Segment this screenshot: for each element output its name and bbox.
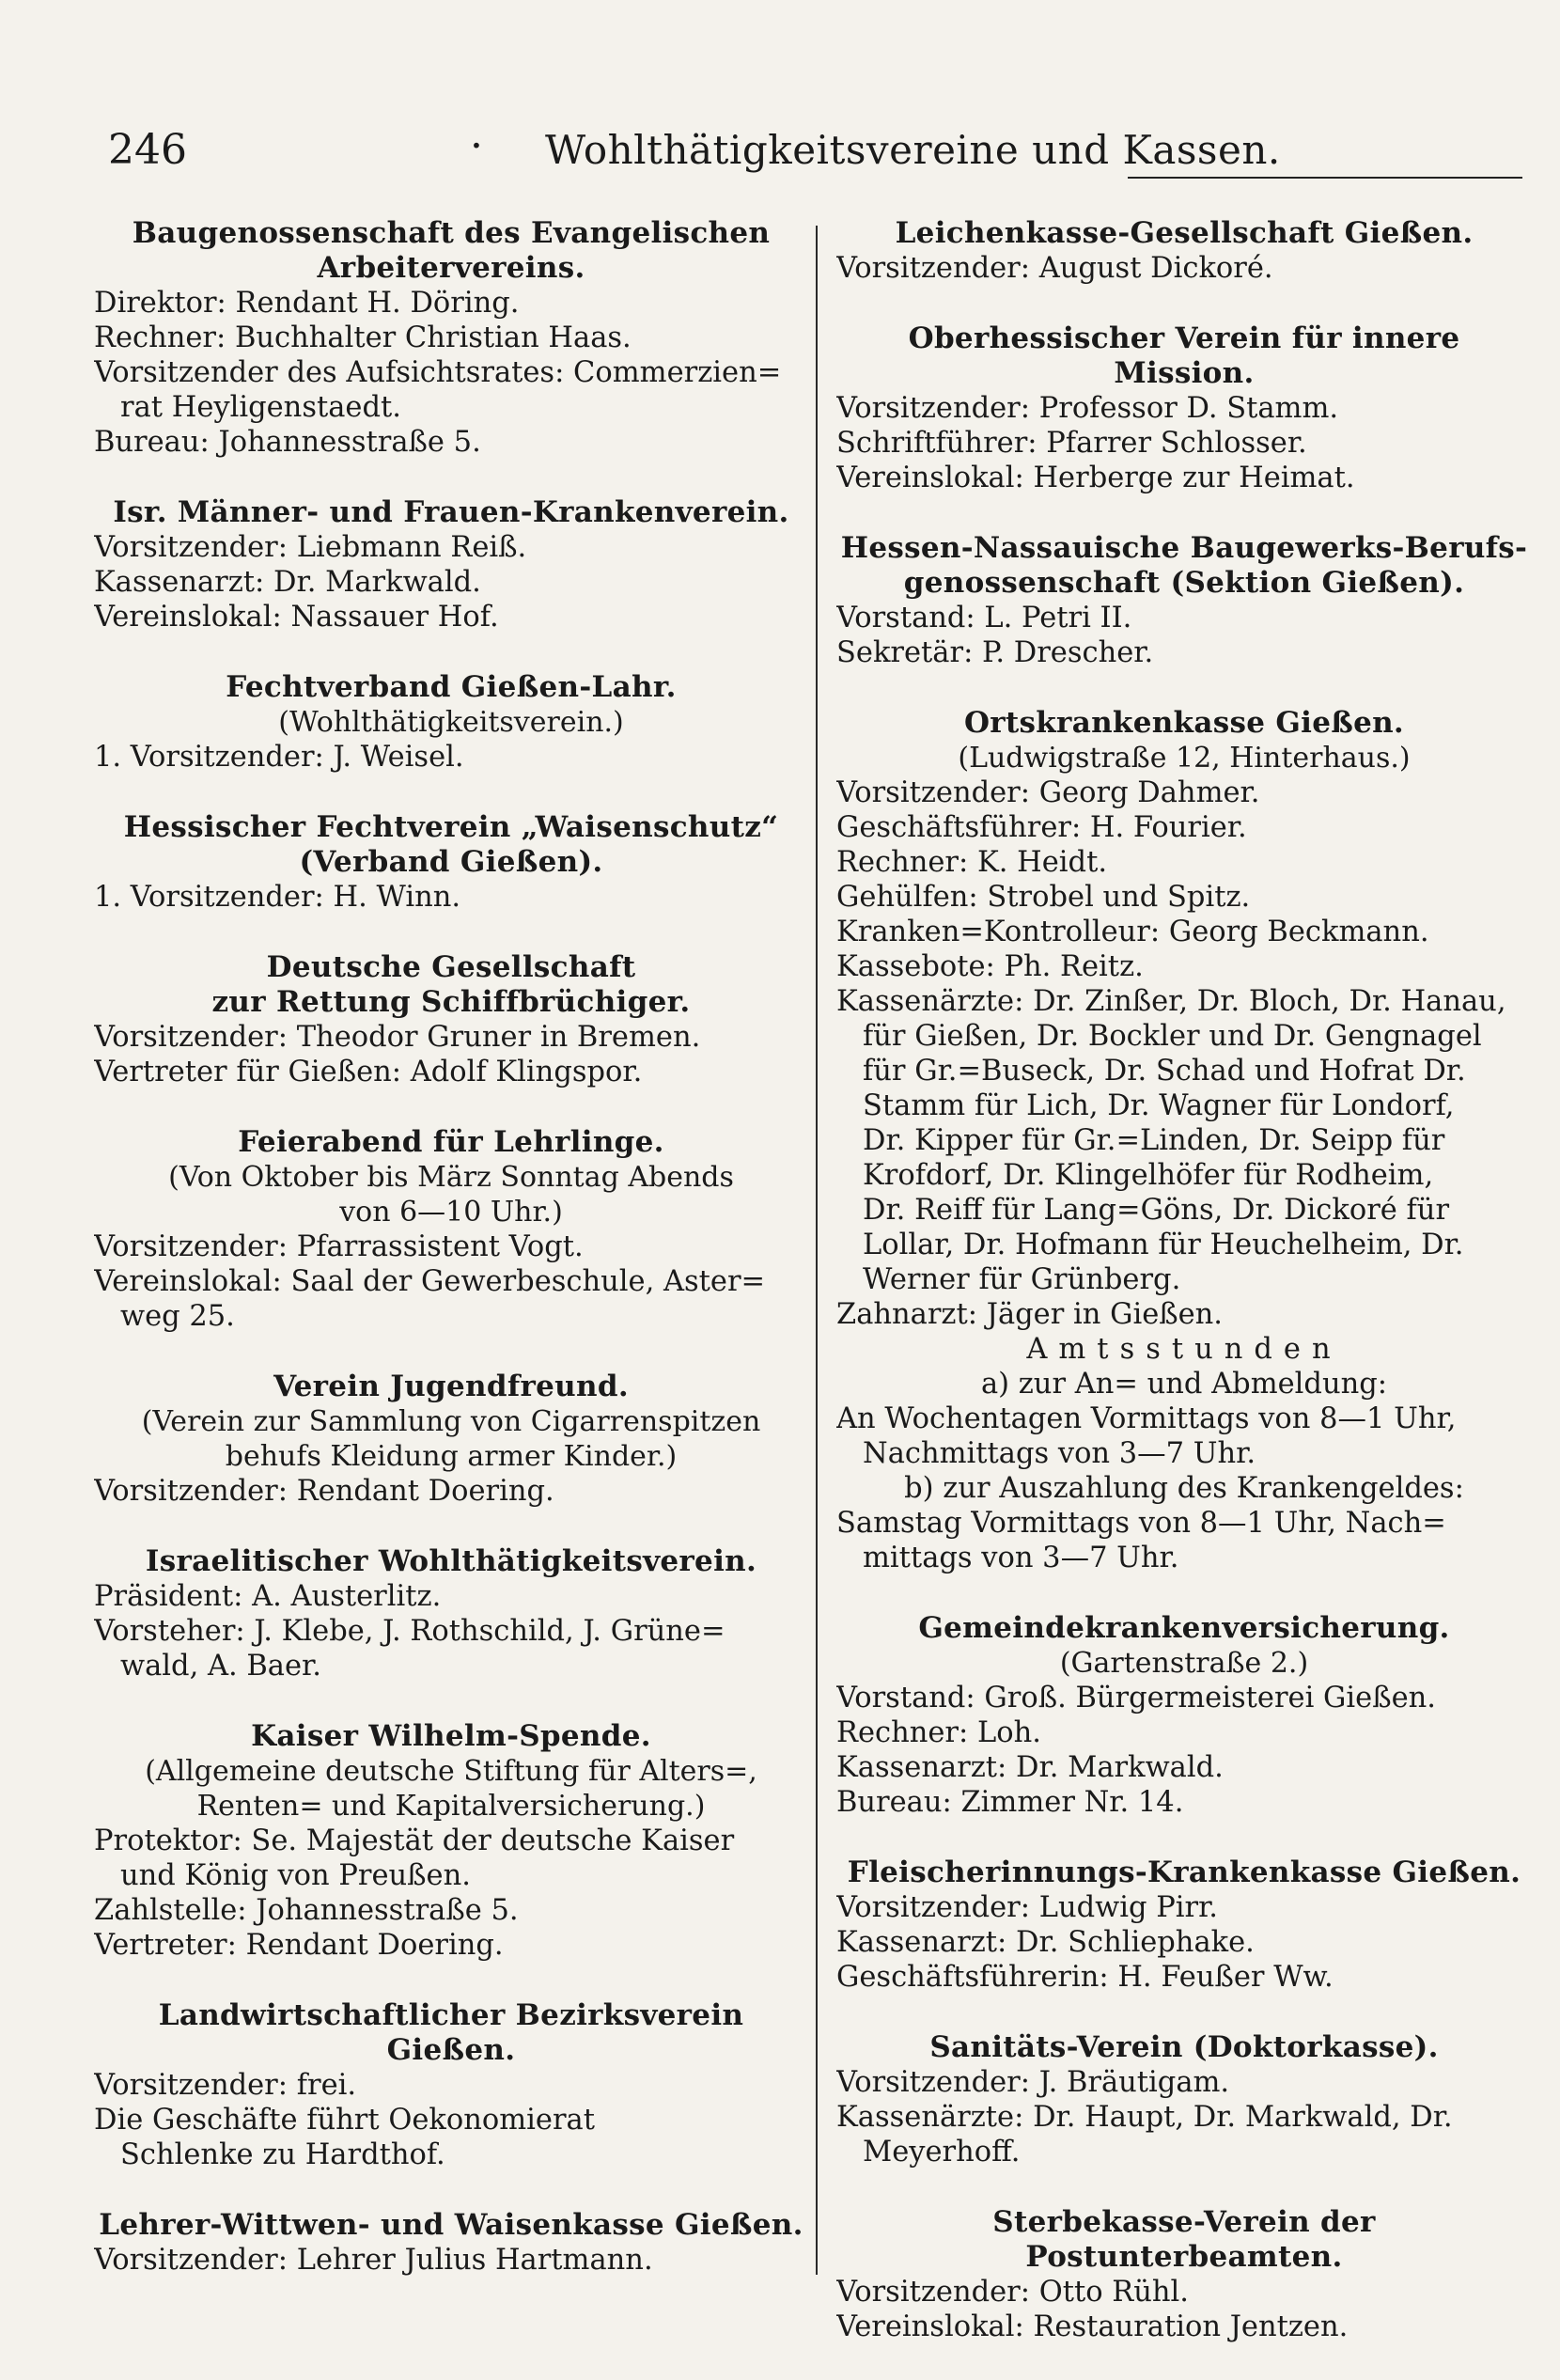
entry-title: Fechtverband Gießen-Lahr. xyxy=(226,670,677,704)
entry-line: Schriftführer: Pfarrer Schlosser. xyxy=(836,427,1307,460)
entry-subtitle: von 6—10 Uhr.) xyxy=(339,1196,563,1229)
entry-line: Sekretär: P. Drescher. xyxy=(836,636,1154,669)
entry-line: Vorsitzender: Theodor Gruner in Bremen. xyxy=(94,1021,701,1054)
entry-line: Bureau: Johannesstraße 5. xyxy=(94,426,481,459)
entry-line: Kranken=Kontrolleur: Georg Beckmann. xyxy=(836,916,1429,948)
entry-block xyxy=(94,670,808,775)
entry-line: Gehülfen: Strobel und Spitz. xyxy=(836,881,1251,914)
entry-line: 1. Vorsitzender: J. Weisel. xyxy=(94,741,464,774)
entry-line: Stamm für Lich, Dr. Wagner für Londorf, xyxy=(863,1089,1455,1122)
entry-block xyxy=(94,1998,808,2172)
entry-line: Vereinslokal: Saal der Gewerbeschule, Aster= xyxy=(94,1265,766,1298)
entry-line: Vorsitzender: Georg Dahmer. xyxy=(836,776,1260,809)
entry-line: Vorstand: Groß. Bürgermeisterei Gießen. xyxy=(836,1682,1436,1715)
entry-line: Rechner: K. Heidt. xyxy=(836,846,1108,879)
entry-block xyxy=(836,1855,1532,1995)
entry-line: Vorstand: L. Petri II. xyxy=(836,602,1132,634)
entry-line: Vorsitzender: frei. xyxy=(94,2069,357,2102)
entry-line: Vereinslokal: Nassauer Hof. xyxy=(94,601,499,634)
entry-title: zur Rettung Schiffbrüchiger. xyxy=(211,985,691,1019)
running-title: Wohlthätigkeitsvereine und Kassen. xyxy=(545,127,1281,173)
entry-block xyxy=(94,950,808,1089)
entry-line: Vertreter für Gießen: Adolf Klingspor. xyxy=(94,1056,643,1088)
entry-line: Zahnarzt: Jäger in Gießen. xyxy=(836,1298,1224,1331)
entry-line: Vorsitzender: Lehrer Julius Hartmann. xyxy=(94,2244,653,2277)
entry-title: Isr. Männer- und Frauen-Krankenverein. xyxy=(113,495,789,529)
entry-title: Verein Jugendfreund. xyxy=(273,1370,629,1403)
entry-line: Direktor: Rendant H. Döring. xyxy=(94,287,520,320)
entry-block xyxy=(94,1370,808,1509)
header-rule xyxy=(1128,177,1522,179)
entry-line: wald, A. Baer. xyxy=(120,1650,321,1683)
hours-line: An Wochentagen Vormittags von 8—1 Uhr, xyxy=(836,1402,1457,1435)
entry-line: Vorsitzender: Rendant Doering. xyxy=(94,1475,554,1508)
entry-line: Geschäftsführerin: H. Feußer Ww. xyxy=(836,1961,1334,1994)
entry-block xyxy=(836,2030,1532,2169)
entry-block xyxy=(836,1611,1532,1820)
entry-subtitle: (Gartenstraße 2.) xyxy=(1059,1647,1309,1680)
entry-line: Schlenke zu Hardthof. xyxy=(120,2138,445,2171)
hours-heading: Amtsstunden xyxy=(1026,1333,1342,1366)
entry-subtitle: (Ludwigstraße 12, Hinterhaus.) xyxy=(958,742,1411,775)
hours-line: mittags von 3—7 Uhr. xyxy=(863,1542,1179,1574)
entry-title: Oberhessischer Verein für innere Mission. xyxy=(908,321,1460,390)
entry-block xyxy=(836,2205,1532,2344)
entry-title: Gemeindekrankenversicherung. xyxy=(918,1611,1450,1645)
entry-subtitle: Renten= und Kapitalversicherung.) xyxy=(196,1790,706,1823)
entry-line: Zahlstelle: Johannesstraße 5. xyxy=(94,1894,519,1927)
entry-line: Vereinslokal: Restauration Jentzen. xyxy=(836,2310,1349,2343)
entry-line: für Gießen, Dr. Bockler und Dr. Gengnagel xyxy=(863,1020,1482,1053)
entry-title: Sanitäts-Verein (Doktorkasse). xyxy=(929,2030,1439,2064)
entry-line: Vereinslokal: Herberge zur Heimat. xyxy=(836,462,1355,494)
entry-line: Vorsitzender: August Dickoré. xyxy=(836,252,1273,285)
entry-subtitle: (Von Oktober bis März Sonntag Abends xyxy=(168,1161,734,1194)
entry-line: weg 25. xyxy=(120,1300,235,1333)
entry-block xyxy=(94,1125,808,1334)
page-header xyxy=(94,113,1522,188)
entry-subtitle: (Verein zur Sammlung von Cigarrenspitzen xyxy=(141,1405,761,1438)
entry-title: Landwirtschaftlicher Bezirksverein Gießen. xyxy=(158,1998,744,2067)
entry-title: Deutsche Gesellschaft xyxy=(266,950,636,984)
entry-line: Kassenarzt: Dr. Schliephake. xyxy=(836,1926,1255,1959)
entry-line: Protektor: Se. Majestät der deutsche Kaiser xyxy=(94,1824,735,1857)
entry-line: Dr. Kipper für Gr.=Linden, Dr. Seipp für xyxy=(863,1124,1445,1157)
entry-line: Kassenärzte: Dr. Haupt, Dr. Markwald, Dr. xyxy=(836,2101,1453,2134)
entry-subtitle: (Allgemeine deutsche Stiftung für Alters=, xyxy=(145,1755,757,1788)
entry-block xyxy=(94,1544,808,1683)
hours-line: Samstag Vormittags von 8—1 Uhr, Nach= xyxy=(836,1507,1446,1540)
entry-block xyxy=(836,531,1532,670)
header-dot: · xyxy=(470,122,483,170)
entry-title: Ortskrankenkasse Gießen. xyxy=(963,706,1405,740)
entry-block xyxy=(94,216,808,460)
entry-line: Die Geschäfte führt Oekonomierat xyxy=(94,2104,595,2137)
entry-block xyxy=(94,2208,808,2278)
entry-line: Meyerhoff. xyxy=(863,2136,1021,2169)
entry-line: Vorsteher: J. Klebe, J. Rothschild, J. Grüne= xyxy=(94,1615,725,1648)
entry-line: Vorsitzender: J. Bräutigam. xyxy=(836,2066,1230,2099)
entry-title: Arbeitervereins. xyxy=(317,251,585,285)
entry-line: Vorsitzender: Ludwig Pirr. xyxy=(836,1891,1219,1924)
entry-title: Baugenossenschaft des Evangelischen xyxy=(132,216,771,250)
entry-line: Vertreter: Rendant Doering. xyxy=(94,1929,504,1962)
entry-line: Vorsitzender des Aufsichtsrates: Commerzien= xyxy=(94,356,782,389)
entry-title: Fleischerinnungs-Krankenkasse Gießen. xyxy=(847,1855,1521,1889)
hours-line: Nachmittags von 3—7 Uhr. xyxy=(863,1437,1256,1470)
column-divider xyxy=(816,226,818,2275)
entry-line: Lollar, Dr. Hofmann für Heuchelheim, Dr. xyxy=(863,1229,1464,1261)
page-number: 246 xyxy=(108,126,187,174)
entry-line: 1. Vorsitzender: H. Winn. xyxy=(94,881,461,914)
entry-title: Leichenkasse-Gesellschaft Gießen. xyxy=(895,216,1474,250)
left-column xyxy=(94,216,808,2313)
entry-line: für Gr.=Buseck, Dr. Schad und Hofrat Dr. xyxy=(863,1055,1466,1088)
entry-title: Sterbekasse-Verein der Postunterbeamten. xyxy=(992,2205,1376,2274)
entry-line: Vorsitzender: Professor D. Stamm. xyxy=(836,392,1339,425)
entry-block xyxy=(836,321,1532,495)
right-column xyxy=(836,216,1532,2380)
entry-line: Bureau: Zimmer Nr. 14. xyxy=(836,1786,1184,1819)
entry-line: Kassebote: Ph. Reitz. xyxy=(836,950,1144,983)
entry-line: und König von Preußen. xyxy=(120,1859,471,1892)
entry-line: Vorsitzender: Pfarrassistent Vogt. xyxy=(94,1230,584,1263)
entry-line: Geschäftsführer: H. Fourier. xyxy=(836,811,1247,844)
entry-line: Kassenarzt: Dr. Markwald. xyxy=(94,566,481,599)
entry-line: Werner für Grünberg. xyxy=(863,1263,1181,1296)
entry-line: Kassenarzt: Dr. Markwald. xyxy=(836,1751,1224,1784)
entry-title: (Verband Gießen). xyxy=(299,845,603,879)
entry-title: Feierabend für Lehrlinge. xyxy=(238,1125,664,1159)
entry-line: Kassenärzte: Dr. Zinßer, Dr. Bloch, Dr. Hanau, xyxy=(836,985,1506,1018)
entry-title: Kaiser Wilhelm-Spende. xyxy=(251,1719,651,1753)
entry-title: Israelitischer Wohlthätigkeitsverein. xyxy=(145,1544,757,1578)
entry-line: Vorsitzender: Otto Rühl. xyxy=(836,2276,1189,2309)
entry-line: Krofdorf, Dr. Klingelhöfer für Rodheim, xyxy=(863,1159,1434,1192)
entry-subtitle: (Wohlthätigkeitsverein.) xyxy=(278,706,624,739)
entry-block xyxy=(836,706,1532,1575)
entry-block xyxy=(94,1719,808,1963)
entry-line: Präsident: A. Austerlitz. xyxy=(94,1580,442,1613)
entry-line: Rechner: Buchhalter Christian Haas. xyxy=(94,321,632,354)
entry-title: Lehrer-Wittwen- und Waisenkasse Gießen. xyxy=(99,2208,803,2242)
entry-block xyxy=(94,495,808,634)
hours-line: b) zur Auszahlung des Krankengeldes: xyxy=(904,1472,1464,1505)
entry-block xyxy=(836,216,1532,286)
entry-subtitle: behufs Kleidung armer Kinder.) xyxy=(225,1440,678,1473)
entry-line: Dr. Reiff für Lang=Göns, Dr. Dickoré für xyxy=(863,1194,1450,1227)
entry-line: rat Heyligenstaedt. xyxy=(120,391,401,424)
entry-block xyxy=(94,810,808,915)
entry-title: Hessen-Nassauische Baugewerks-Berufs- xyxy=(840,531,1528,565)
entry-line: Rechner: Loh. xyxy=(836,1716,1041,1749)
hours-line: a) zur An= und Abmeldung: xyxy=(980,1368,1388,1401)
entry-line: Vorsitzender: Liebmann Reiß. xyxy=(94,531,527,564)
entry-title: genossenschaft (Sektion Gießen). xyxy=(903,566,1465,600)
entry-title: Hessischer Fechtverein „Waisenschutz“ xyxy=(123,810,779,844)
